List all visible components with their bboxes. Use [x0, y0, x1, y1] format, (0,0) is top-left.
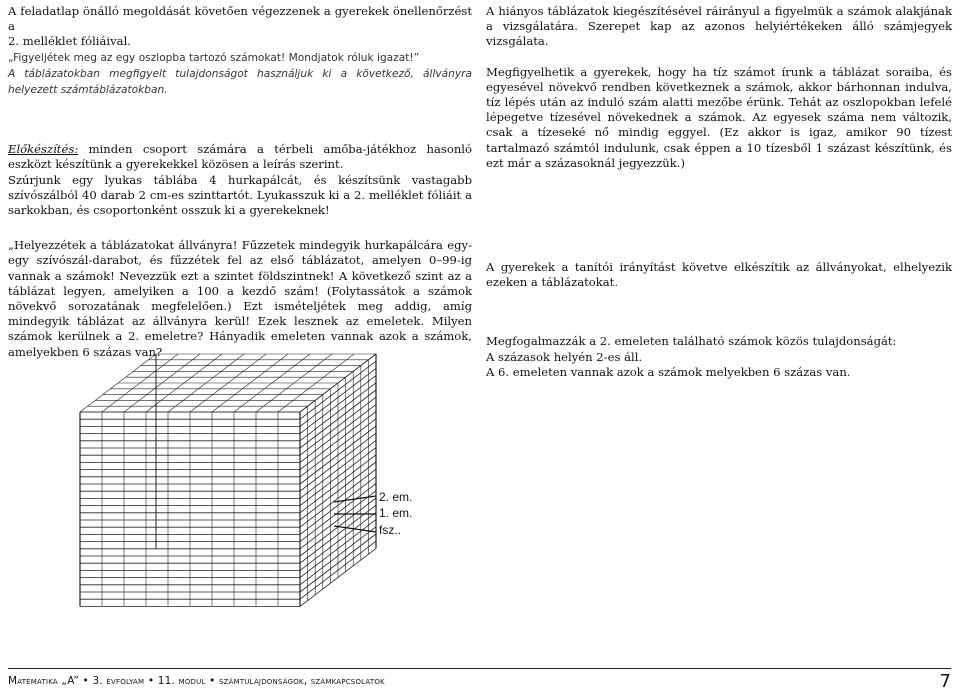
intro-question: „Figyeljétek meg az egy oszlopba tartozó számokat! Mondjatok róluk igazat!” — [8, 51, 420, 64]
task-paragraph: „Helyezzétek a táblázatokat állványra! Fűzzetek mindegyik hurkapálcára egy-egy szívószál-darabot, és fűzzétek fel az első táblázatot, amelyen 0–99-ig vannak a számok! Nevezzük ezt a szintet földszintnek! A következő szint az a táblázat legyen, amelyiken a 100 a kezdő szám! (Folytassátok a számok növekvő sorozatának megfelelően.) Ezt ismételjétek meg addig, amíg mindegyik táblázat az állványra kerül! Ezek lesznek az emeletek. Milyen számok kerülnek a 2. emeletre? Hányadik emeleten vannak azok a számok, amelyekben 6 százas van? — [8, 238, 472, 359]
right-paragraph-4 — [486, 334, 952, 380]
intro-line-1: A feladatlap önálló megoldását követően végezzenek a gyerekek önellenőrzést a — [8, 4, 472, 34]
conclusion-line-3: A 6. emeleten vannak azok a számok melyekben 6 százas van. — [486, 364, 851, 379]
footer-text: Matematika „A” • 3. évfolyam • 11. modul • számtulajdonságok, számkapcsolatok — [8, 675, 385, 687]
left-column — [8, 4, 472, 360]
intro-note: A táblázatokban megfigyelt tulajdonságot használjuk ki a következő, állványra helyezett számtáblázatokban. — [8, 67, 472, 97]
stacked-tables-figure — [6, 352, 476, 630]
right-paragraph-1: A hiányos táblázatok kiegészítésével ráirányul a figyelmük a számok alakjának a vizsgálatára. Szerepet kap az azonos helyiértékeken álló számjegyek vizsgálata. — [486, 4, 952, 49]
intro-paragraph — [8, 4, 472, 98]
label-1-em: 1. em. — [379, 506, 413, 520]
footer-rule — [8, 668, 951, 669]
preparation-paragraph — [8, 142, 472, 172]
right-paragraph-3: A gyerekek a tanítói irányítást követve elkészítik az állványokat, elhelyezik ezeken a táblázatokat. — [486, 260, 952, 290]
page-number: 7 — [939, 671, 951, 692]
right-paragraph-2: Megfigyelhetik a gyerekek, hogy ha tíz számot írunk a táblázat soraiba, és egyesével növekvő rendben következnek a számok, akkor bárhonnan indulva, tíz lépés után az induló szám alatti mezőbe érünk. Tehát az oszlopokban lefelé lépegetve tízesével növekednek a számok. Az egyesek száma nem változik, csak a tízeseké nő mindig eggyel. (Ez akkor is igaz, amikor 90 tízest tartalmazó számtól indulunk, csak éppen a 10 tízesből 1 százast készítünk, és ezt már a százasoknál jegyezzük.) — [486, 64, 952, 170]
preparation-paragraph-2: Szúrjunk egy lyukas táblába 4 hurkapálcát, és készítsünk vastagabb szívószálból 40 darab 2 cm-es szinttartót. Lyukasszuk ki a 2. melléklet fóliáit a sarkokban, és csoportonként osszuk ki a gyerekeknek! — [8, 172, 472, 218]
conclusion-line-2: A százasok helyén 2-es áll. — [486, 349, 643, 364]
page-footer — [0, 663, 959, 690]
preparation-label: Előkészítés: — [8, 142, 79, 157]
label-fsz: fsz.. — [379, 523, 402, 537]
preparation-text: minden csoport számára a térbeli amőba-játékhoz hasonló eszközt készítünk a gyerekekkel közösen a leírás szerint. — [8, 142, 472, 172]
intro-line-2: 2. melléklet fóliáival. — [8, 34, 131, 49]
label-2-em: 2. em. — [379, 490, 413, 504]
conclusion-line-1: Megfogalmazzák a 2. emeleten található számok közös tulajdonságát: — [486, 334, 897, 349]
right-column — [486, 4, 952, 380]
